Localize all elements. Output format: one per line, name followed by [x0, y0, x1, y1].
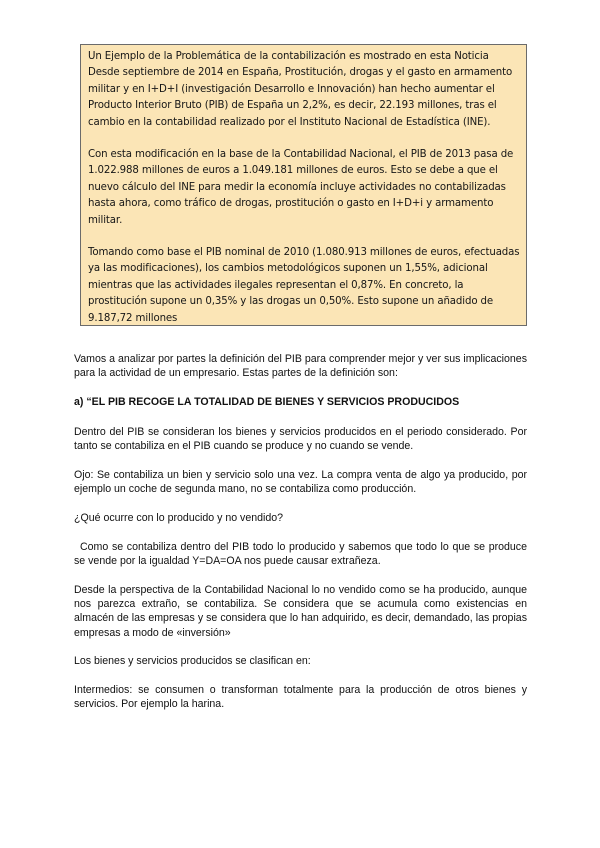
body-question: ¿Qué ocurre con lo producido y no vendido?	[74, 512, 284, 525]
body-paragraph-2: Ojo: Se contabiliza un bien y servicio solo una vez. La compra venta de algo ya producido, por ejemplo un coche de segunda mano, no se contabiliza como producción.	[74, 469, 527, 496]
body-paragraph-4: Como se contabiliza dentro del PIB todo lo producido y sabemos que todo lo que se produce se vende por la igualdad Y=DA=OA nos puede causar extrañeza.	[74, 541, 527, 568]
news-paragraph-2: Con esta modificación en la base de la Contabilidad Nacional, el PIB de 2013 pasa de 1.022.988 millones de euros a 1.049.181 millones de euros. Esto se debe a que el nuevo cálculo del INE para medir la economía incluye actividades no contabilizadas hasta ahora, como tráfico de drogas, prostitución o gasto en I+D+i y armamento militar.	[88, 149, 514, 226]
section-heading: a) “EL PIB RECOGE LA TOTALIDAD DE BIENES Y SERVICIOS PRODUCIDOS	[74, 396, 460, 408]
intro-paragraph: Vamos a analizar por partes la definición del PIB para comprender mejor y ver sus implicaciones para la actividad de un empresario. Estas partes de la definición son:	[74, 353, 527, 380]
news-paragraph-3: Tomando como base el PIB nominal de 2010 (1.080.913 millones de euros, efectuadas ya las modificaciones), los cambios metodológicos suponen un 1,55%, adicional mientras que las actividades ilegales representan el 0,87%. En concreto, la prostitución supone un 0,35% y las drogas un 0,50%. Esto supone un añadido de 9.187,72 millones	[88, 247, 520, 324]
news-excerpt-box	[80, 44, 527, 326]
news-paragraph-1: Un Ejemplo de la Problemática de la contabilización es mostrado en esta Noticia Desde septiembre de 2014 en España, Prostitución, drogas y el gasto en armamento militar y en I+D+I (investigación Desarrollo e Innovación) han hecho aumentar el Producto Interior Bruto (PIB) de España un 2,2%, es decir, 22.193 millones, tras el cambio en la contabilidad realizado por el Instituto Nacional de Estadística (INE).	[88, 51, 513, 128]
body-paragraph-7: Intermedios: se consumen o transforman totalmente para la producción de otros bienes y servicios. Por ejemplo la harina.	[74, 684, 527, 711]
document-body	[74, 352, 527, 726]
body-paragraph-5: Desde la perspectiva de la Contabilidad Nacional lo no vendido como se ha producido, aunque nos parezca extraño, se contabiliza. Se considera que se acumula como existencias en almacén de las empresas y se considera que lo han adquirido, es decir, demandado, las propias empresas a modo de «inversión»	[74, 584, 527, 639]
body-paragraph-6: Los bienes y servicios producidos se clasifican en:	[74, 655, 311, 668]
body-paragraph-1: Dentro del PIB se consideran los bienes y servicios producidos en el periodo considerado. Por tanto se contabiliza en el PIB cuando se produce y no cuando se vende.	[74, 426, 527, 453]
